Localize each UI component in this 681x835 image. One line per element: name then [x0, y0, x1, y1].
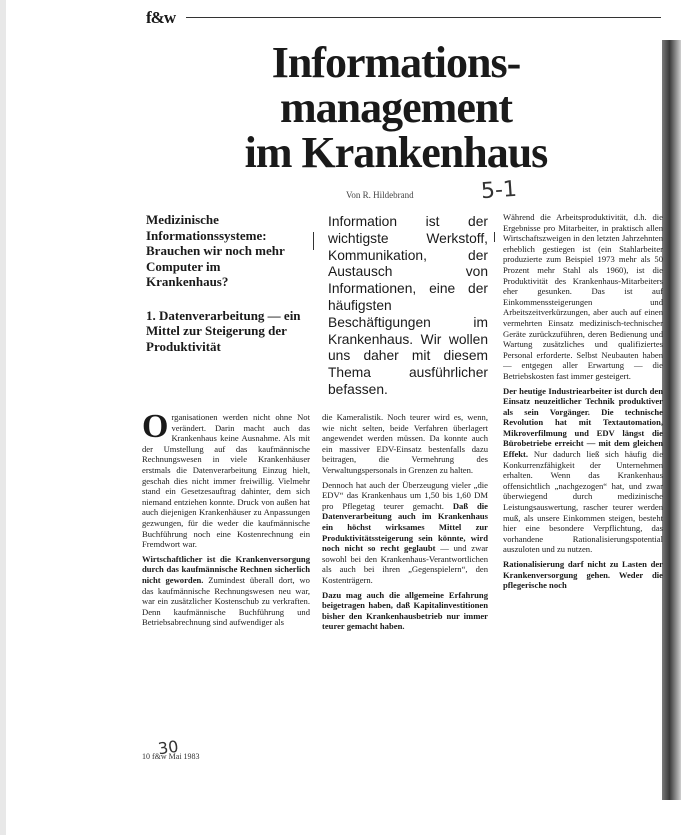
body-column-2: [322, 412, 488, 742]
lead-paragraph: Information ist der wichtigste Werkstoff, Kommunikation, der Austausch von Informationen, eine der häufigsten Beschäftigungen im Krankenhaus. Wir wollen uns daher mit diesem Thema ausführlicher befassen.: [328, 214, 488, 397]
kicker-block: [146, 212, 306, 372]
body-paragraph: die Kameralistik. Noch teurer wird es, wenn, wie nicht selten, beide Verfahren überlagert angewendet werden müssen. Da konnte auch ein massiver EDV-Einsatz bestenfalls dazu beitragen, die Vermehrung des Verwaltungspersonals in Grenzen zu halten.: [322, 412, 488, 475]
column-divider: [494, 232, 495, 242]
body-paragraph: Dennoch hat auch der Überzeugung vieler „die EDV“ das Krankenhaus um 1,50 bis 1,60 DM pro Pflegetag teurer gemacht. Daß die Datenverarbeitung auch im Krankenhaus ein höchst wirksames Mittel zur Produktivitätssteigerung sein könnte, wird noch nicht so recht geglaubt — und zwar sowohl bei den Krankenhaus-Verantwortlichen als auch bei ihren „Gegenspielern“, den Kostenträgern.: [322, 479, 488, 585]
body-column-3: [503, 212, 663, 742]
column-divider: [313, 232, 314, 250]
body-column-1: [142, 412, 310, 744]
body-paragraph: Organisationen werden nicht ohne Not verändert. Darin macht auch das Krankenhaus keine Ausnahme. Als mit der Umstellung auf das kaufmännische Rechnungswesen in viele Krankenhäuser erstmals die Datenverarbeitung Einzug hielt, geschah dies nicht immer freiwillig. Vielmehr stand ein Gesetzesauftrag dahinter, dem sich niemand entziehen konnte. Druck von außen hat auch diejenigen Krankenhäuser zu Anpassungen gezwungen, für die weder die kaufmännische Buchführung noch eine Kostenrechnung ein Fremdwort war.: [142, 412, 310, 550]
title-line: management: [280, 83, 512, 132]
kicker-question: Medizinische Informationssysteme: Brauchen wir noch mehr Computer im Krankenhaus?: [146, 212, 285, 289]
magazine-logo: f&w: [146, 8, 176, 27]
drop-cap: O: [142, 412, 169, 445]
body-paragraph: Der heutige Industriearbeiter ist durch den Einsatz neuzeitlicher Technik produktiver als sein Vorgänger. Die technische Revolution hat mit Textautomation, Mikroverfilmung und EDV längst die Bürobetriebe erreicht — mit dem gleichen Effekt. Nur dadurch ließ sich häufig die Konkurrenzfähigkeit der Unternehmen erhalten. Wenn das Krankenhaus offensichtlich „nachgezogen“ hat, und zwar überwiegend durch medizinische Leistungsauswertung, rascher teurer werden muß, als unsere Einkommen steigen, besteht hier eine besondere Verpflichtung, das vorhandene Rationalisierungspotential auszuloten und zu nutzen.: [503, 385, 663, 555]
scan-margin: [0, 0, 6, 835]
header-rule: [186, 17, 661, 18]
body-paragraph: Während die Arbeitsproduktivität, d.h. die Ergebnisse pro Mitarbeiter, in praktisch allen Wirtschaftszweigen in den letzten Jahrzehnten erheblich gestiegen ist (ein Stahlarbeiter produzierte zum Beispiel 1973 mehr als 50 Prozent mehr Stahl als 1960), ist die Produktivität des Krankenhaus-Mitarbeiters eher gesunken. Das ist auf Einkommenssteigerungen und Arbeitszeitverkürzungen, aber auch auf einen vermehrten Einsatz medizinisch-technischer Geräte zurückzuführen, deren Bedienung und Wartung zusätzliches und qualifiziertes Personal erforderte. Selbst Neubauten haben — entgegen aller Erwartung — die Betriebskosten fast immer gesteigert.: [503, 212, 663, 381]
page-footer: 10 f&w Mai 1983: [142, 752, 200, 761]
body-paragraph: Wirtschaftlicher ist die Krankenversorgung durch das kaufmännische Rechnen sicherlich nicht geworden. Zumindest überall dort, wo das kaufmännische Rechnungswesen neu war, war ein zusätzlicher Kostenschub zu verkraften. Denn kaufmännische Buchführung und Betriebsabrechnung sind aufwendiger als: [142, 553, 310, 628]
handwritten-note: 5-1: [480, 176, 518, 205]
magazine-page: [126, 0, 666, 835]
body-paragraph: Dazu mag auch die allgemeine Erfahrung beigetragen haben, daß Kapitalinvestitionen bisher den Krankenhausbetrieb nur immer teurer gemacht haben.: [322, 589, 488, 632]
title-line: im Krankenhaus: [244, 128, 548, 177]
article-title: [126, 40, 666, 175]
body-paragraph: Rationalisierung darf nicht zu Lasten der Krankenversorgung gehen. Weder die pflegerische noch: [503, 559, 663, 591]
title-line: Informations-: [271, 38, 521, 87]
author-byline: Von R. Hildebrand: [346, 190, 414, 200]
section-heading: 1. Datenverarbeitung — ein Mittel zur Steigerung der Produktivität: [146, 307, 301, 354]
handwritten-page-note: 30: [156, 736, 180, 759]
